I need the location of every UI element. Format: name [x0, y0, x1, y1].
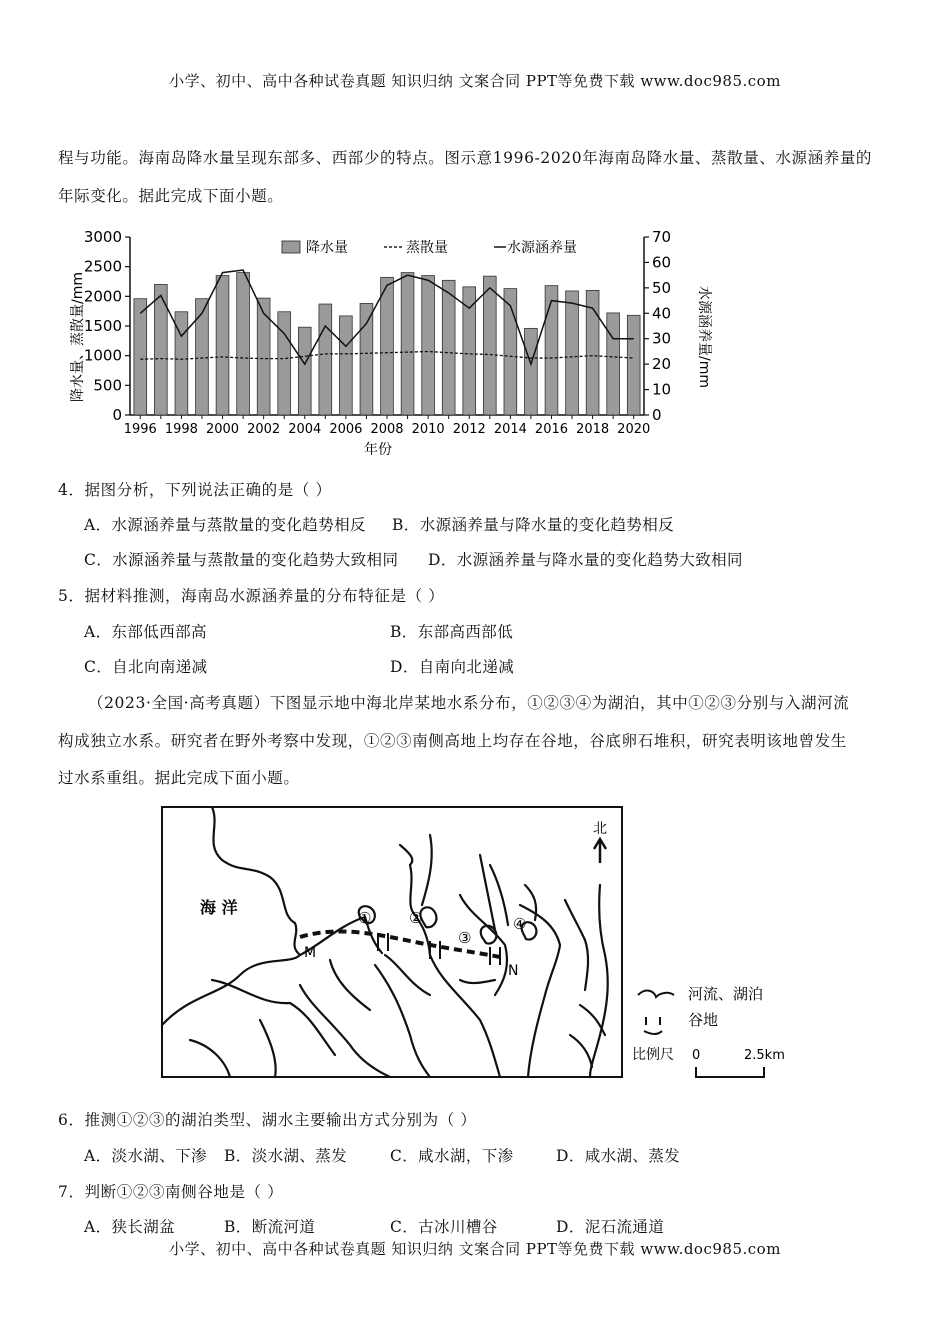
legend-river-label: 河流、湖泊: [688, 985, 764, 1003]
precipitation-bar: [278, 312, 291, 415]
north-label: 北: [593, 821, 607, 837]
q6-option-d[interactable]: D．咸水湖、蒸发: [556, 1147, 681, 1165]
material2-line-1: （2023·全国·高考真题）下图显示地中海北岸某地水系分布，①②③④为湖泊，其中①②③分别与入湖河流: [88, 694, 850, 712]
y-tick-label-left: 500: [93, 376, 122, 395]
q5-option-b[interactable]: B．东部高西部低: [390, 623, 514, 641]
lake-label-2: ②: [409, 909, 423, 927]
x-tick-label: 2018: [576, 422, 610, 437]
q5-option-d[interactable]: D．自南向北递减: [390, 658, 515, 676]
y-tick-label-right: 20: [652, 355, 672, 374]
q7-option-a[interactable]: A．狭长湖盆: [84, 1218, 176, 1236]
page-header: 小学、初中、高中各种试卷真题 知识归纳 文案合同 PPT等免费下载 www.doc985.com: [169, 72, 781, 90]
scale-bar: [696, 1067, 764, 1077]
q4-option-b[interactable]: B．水源涵养量与降水量的变化趋势相反: [392, 516, 675, 534]
precipitation-bar: [319, 304, 332, 415]
x-tick-label: 2010: [411, 422, 445, 437]
lake-label-1: ①: [358, 909, 372, 927]
x-tick-label: 2012: [452, 422, 486, 437]
precipitation-bar: [442, 280, 455, 415]
x-tick-label: 2020: [617, 422, 651, 437]
q4-option-a[interactable]: A．水源涵养量与蒸散量的变化趋势相反: [84, 516, 366, 534]
y-tick-label-left: 0: [112, 406, 122, 424]
y-tick-label-right: 70: [652, 228, 672, 246]
y-tick-label-right: 10: [652, 380, 672, 399]
y-tick-label-left: 2000: [83, 287, 122, 306]
x-tick-label: 2008: [370, 422, 404, 437]
intro-line-1: 程与功能。海南岛降水量呈现东部多、西部少的特点。图示意1996-2020年海南岛降水量、蒸散量、水源涵养量的: [58, 149, 873, 167]
precipitation-bar: [422, 276, 435, 415]
legend-bar-label: 降水量: [306, 240, 348, 256]
legend-river-icon: [638, 991, 674, 997]
precipitation-bar: [525, 328, 538, 415]
precipitation-bar: [134, 299, 147, 415]
q5-option-c[interactable]: C．自北向南递减: [84, 658, 208, 676]
precipitation-bar: [607, 313, 620, 415]
y-axis-right-label: 水源涵养量/mm: [696, 286, 712, 388]
precipitation-bar: [381, 277, 394, 415]
q5-option-a[interactable]: A．东部低西部高: [84, 623, 207, 641]
precipitation-bar: [566, 291, 579, 415]
legend-valley-label: 谷地: [688, 1011, 719, 1029]
precipitation-bar: [298, 327, 311, 415]
river-system-map: [160, 805, 800, 1080]
intro-line-2: 年际变化。据此完成下面小题。: [58, 187, 284, 205]
page-footer: 小学、初中、高中各种试卷真题 知识归纳 文案合同 PPT等免费下载 www.doc985.com: [169, 1240, 781, 1258]
x-tick-label: 2016: [534, 422, 569, 437]
legend-valley-icon: [644, 1017, 662, 1034]
map-frame: [162, 807, 622, 1077]
x-tick-label: 2002: [247, 422, 281, 437]
x-tick-label: 1996: [123, 422, 157, 437]
q6-stem: 6．推测①②③的湖泊类型、湖水主要输出方式分别为（ ）: [58, 1111, 477, 1129]
lake-label-4: ④: [513, 915, 527, 933]
q7-option-c[interactable]: C．古冰川槽谷: [390, 1218, 498, 1236]
legend-solid-label: 水源涵养量: [507, 240, 577, 256]
y-tick-label-left: 1000: [83, 346, 122, 365]
precipitation-bar: [340, 316, 353, 415]
q7-option-d[interactable]: D．泥石流通道: [556, 1218, 665, 1236]
x-tick-label: 2004: [288, 422, 322, 437]
y-tick-label-left: 3000: [83, 228, 122, 246]
precipitation-bar: [196, 299, 209, 415]
point-m-label: M: [304, 945, 317, 961]
x-tick-label: 2014: [493, 422, 527, 437]
x-tick-label: 1998: [164, 422, 198, 437]
x-tick-label: 2000: [205, 422, 240, 437]
q6-option-b[interactable]: B．淡水湖、蒸发: [224, 1147, 348, 1165]
legend-bar-swatch: [282, 241, 300, 253]
material2-line-2: 构成独立水系。研究者在野外考察中发现，①②③南侧高地上均存在谷地，谷底卵石堆积，研究表明该地曾发生: [58, 732, 847, 750]
y-tick-label-right: 50: [652, 278, 672, 297]
sea-label: 海 洋: [200, 898, 238, 917]
y-tick-label-right: 60: [652, 253, 672, 272]
q4-option-c[interactable]: C．水源涵养量与蒸散量的变化趋势大致相同: [84, 551, 399, 569]
y-axis-left-label: 降水量、蒸散量/mm: [70, 272, 86, 402]
q4-stem: 4．据图分析，下列说法正确的是（ ）: [58, 481, 332, 499]
scale-value: 2.5km: [744, 1048, 785, 1063]
precipitation-bar: [483, 276, 496, 415]
q7-stem: 7．判断①②③南侧谷地是（ ）: [58, 1183, 284, 1201]
y-tick-label-right: 30: [652, 329, 672, 348]
precipitation-bar: [237, 273, 250, 415]
y-tick-label-right: 0: [652, 406, 662, 424]
q7-option-b[interactable]: B．断流河道: [224, 1218, 316, 1236]
y-tick-label-left: 1500: [83, 317, 122, 335]
q5-stem: 5．据材料推测，海南岛水源涵养量的分布特征是（ ）: [58, 587, 445, 605]
x-tick-label: 2006: [329, 422, 363, 437]
point-n-label: N: [508, 963, 519, 979]
precipitation-bar: [360, 303, 373, 415]
scale-label: 比例尺: [632, 1047, 674, 1063]
precipitation-bar: [401, 273, 414, 415]
scale-zero: 0: [692, 1048, 701, 1063]
y-tick-label-left: 2500: [83, 257, 122, 276]
q4-option-d[interactable]: D．水源涵养量与降水量的变化趋势大致相同: [428, 551, 743, 569]
q6-option-a[interactable]: A．淡水湖、下渗: [84, 1147, 207, 1165]
material2-line-3: 过水系重组。据此完成下面小题。: [58, 769, 300, 787]
precipitation-bar: [545, 286, 558, 415]
precipitation-chart: [60, 225, 712, 460]
x-axis-label: 年份: [364, 442, 392, 458]
lake-label-3: ③: [458, 929, 472, 947]
legend-dashed-label: 蒸散量: [406, 240, 448, 256]
precipitation-bar: [257, 298, 270, 415]
precipitation-bar: [627, 315, 640, 415]
precipitation-bar: [463, 287, 476, 415]
precipitation-bar: [216, 276, 229, 415]
q6-option-c[interactable]: C．咸水湖，下渗: [390, 1147, 514, 1165]
y-tick-label-right: 40: [652, 304, 672, 323]
